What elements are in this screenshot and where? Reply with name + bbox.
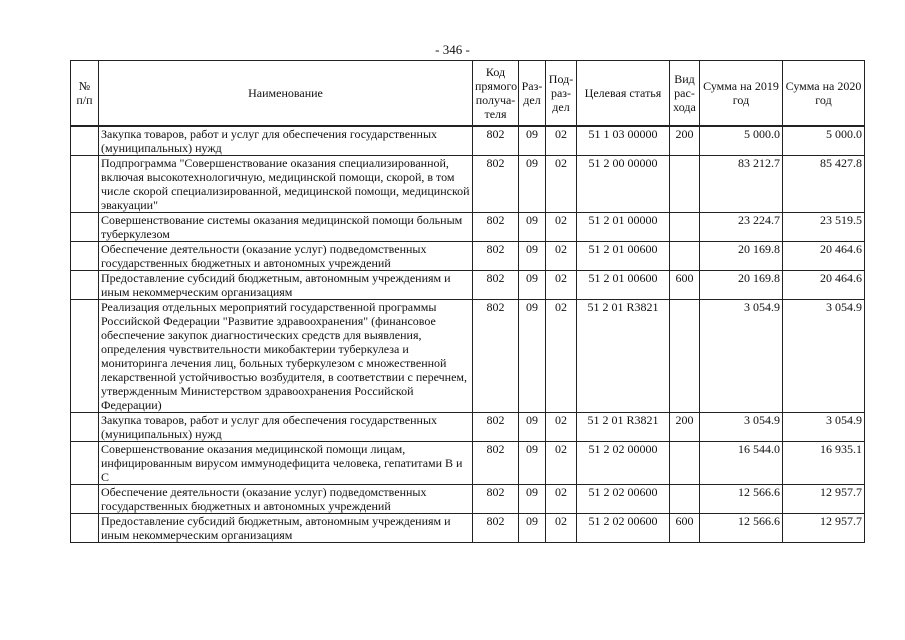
cell-subsection: 02 <box>546 514 577 543</box>
cell-num <box>71 514 99 543</box>
cell-expense <box>670 300 700 413</box>
cell-section: 09 <box>519 413 546 442</box>
table-row <box>71 442 865 485</box>
cell-sum-2020: 20 464.6 <box>783 242 865 271</box>
header-num: № п/п <box>71 61 99 127</box>
cell-code: 802 <box>473 485 519 514</box>
cell-expense <box>670 213 700 242</box>
cell-section: 09 <box>519 514 546 543</box>
cell-sum-2020: 23 519.5 <box>783 213 865 242</box>
table-row <box>71 242 865 271</box>
cell-sum-2019: 3 054.9 <box>700 300 783 413</box>
cell-subsection: 02 <box>546 485 577 514</box>
cell-name: Обеспечение деятельности (оказание услуг) подведомственных государственных бюджетных и автономных учреждений <box>99 485 473 514</box>
cell-article: 51 2 01 00600 <box>577 271 670 300</box>
cell-sum-2019: 83 212.7 <box>700 156 783 213</box>
cell-section: 09 <box>519 213 546 242</box>
cell-subsection: 02 <box>546 271 577 300</box>
cell-sum-2020: 3 054.9 <box>783 300 865 413</box>
cell-subsection: 02 <box>546 213 577 242</box>
cell-article: 51 2 02 00600 <box>577 485 670 514</box>
cell-article: 51 2 01 00000 <box>577 213 670 242</box>
cell-sum-2019: 3 054.9 <box>700 413 783 442</box>
cell-name: Закупка товаров, работ и услуг для обеспечения государственных (муниципальных) нужд <box>99 413 473 442</box>
cell-sum-2020: 85 427.8 <box>783 156 865 213</box>
cell-sum-2019: 12 566.6 <box>700 514 783 543</box>
cell-section: 09 <box>519 156 546 213</box>
cell-sum-2019: 20 169.8 <box>700 242 783 271</box>
cell-article: 51 2 02 00000 <box>577 442 670 485</box>
table-row <box>71 213 865 242</box>
table-body <box>71 126 865 543</box>
cell-code: 802 <box>473 242 519 271</box>
cell-expense <box>670 485 700 514</box>
budget-table <box>70 60 865 543</box>
cell-name: Реализация отдельных мероприятий государственной программы Российской Федерации "Развитие здравоохранения" (финансовое обеспечение закупок диагностических средств для выявления, определения чувствительности микобактерии туберкулеза и мониторинга лечения лиц, больных туберкулезом с множественной лекарственной устойчивостью возбудителя, в соответствии с перечнем, утвержденным Министерством здравоохранения Российской Федерации) <box>99 300 473 413</box>
cell-subsection: 02 <box>546 242 577 271</box>
cell-article: 51 2 02 00600 <box>577 514 670 543</box>
cell-code: 802 <box>473 300 519 413</box>
cell-article: 51 2 01 R3821 <box>577 300 670 413</box>
table-row <box>71 156 865 213</box>
cell-name: Предоставление субсидий бюджетным, автономным учреждениям и иным некоммерческим организациям <box>99 514 473 543</box>
cell-expense: 200 <box>670 413 700 442</box>
header-article: Целевая статья <box>577 61 670 127</box>
cell-num <box>71 413 99 442</box>
cell-article: 51 2 00 00000 <box>577 156 670 213</box>
header-sum-2019: Сумма на 2019 год <box>700 61 783 127</box>
table-row <box>71 514 865 543</box>
cell-code: 802 <box>473 126 519 156</box>
cell-num <box>71 242 99 271</box>
cell-num <box>71 213 99 242</box>
cell-sum-2020: 16 935.1 <box>783 442 865 485</box>
cell-sum-2020: 12 957.7 <box>783 514 865 543</box>
table-row <box>71 485 865 514</box>
cell-num <box>71 271 99 300</box>
cell-name: Подпрограмма "Совершенствование оказания специализированной, включая высокотехнологичную, медицинской помощи, скорой, в том числе скорой специализированной, медицинской помощи, медицинской эвакуации" <box>99 156 473 213</box>
cell-sum-2020: 5 000.0 <box>783 126 865 156</box>
cell-name: Закупка товаров, работ и услуг для обеспечения государственных (муниципальных) нужд <box>99 126 473 156</box>
cell-num <box>71 485 99 514</box>
cell-article: 51 2 01 R3821 <box>577 413 670 442</box>
cell-section: 09 <box>519 485 546 514</box>
cell-sum-2020: 12 957.7 <box>783 485 865 514</box>
cell-expense <box>670 442 700 485</box>
header-subsection: Под-раз-дел <box>546 61 577 127</box>
cell-name: Обеспечение деятельности (оказание услуг) подведомственных государственных бюджетных и автономных учреждений <box>99 242 473 271</box>
cell-expense: 600 <box>670 271 700 300</box>
table-row <box>71 126 865 156</box>
cell-section: 09 <box>519 271 546 300</box>
header-section: Раз-дел <box>519 61 546 127</box>
cell-expense <box>670 156 700 213</box>
cell-num <box>71 300 99 413</box>
table-row <box>71 413 865 442</box>
cell-sum-2019: 5 000.0 <box>700 126 783 156</box>
cell-name: Совершенствование оказания медицинской помощи лицам, инфицированным вирусом иммунодефицита человека, гепатитами В и С <box>99 442 473 485</box>
cell-code: 802 <box>473 514 519 543</box>
cell-code: 802 <box>473 156 519 213</box>
cell-code: 802 <box>473 442 519 485</box>
header-row <box>71 61 865 127</box>
cell-article: 51 1 03 00000 <box>577 126 670 156</box>
cell-sum-2019: 16 544.0 <box>700 442 783 485</box>
cell-name: Совершенствование системы оказания медицинской помощи больным туберкулезом <box>99 213 473 242</box>
cell-sum-2019: 23 224.7 <box>700 213 783 242</box>
cell-sum-2019: 12 566.6 <box>700 485 783 514</box>
header-expense: Вид рас-хода <box>670 61 700 127</box>
cell-sum-2020: 20 464.6 <box>783 271 865 300</box>
header-sum-2020: Сумма на 2020 год <box>783 61 865 127</box>
cell-section: 09 <box>519 442 546 485</box>
table-row <box>71 300 865 413</box>
cell-subsection: 02 <box>546 156 577 213</box>
cell-num <box>71 442 99 485</box>
cell-section: 09 <box>519 242 546 271</box>
cell-section: 09 <box>519 126 546 156</box>
cell-code: 802 <box>473 413 519 442</box>
cell-section: 09 <box>519 300 546 413</box>
cell-subsection: 02 <box>546 300 577 413</box>
header-code: Код прямого получа-теля <box>473 61 519 127</box>
cell-sum-2019: 20 169.8 <box>700 271 783 300</box>
cell-num <box>71 126 99 156</box>
cell-sum-2020: 3 054.9 <box>783 413 865 442</box>
cell-article: 51 2 01 00600 <box>577 242 670 271</box>
cell-code: 802 <box>473 271 519 300</box>
cell-subsection: 02 <box>546 413 577 442</box>
cell-expense: 200 <box>670 126 700 156</box>
cell-code: 802 <box>473 213 519 242</box>
cell-subsection: 02 <box>546 442 577 485</box>
cell-num <box>71 156 99 213</box>
cell-expense: 600 <box>670 514 700 543</box>
cell-subsection: 02 <box>546 126 577 156</box>
page-number: - 346 - <box>435 42 470 57</box>
table-row <box>71 271 865 300</box>
cell-expense <box>670 242 700 271</box>
cell-name: Предоставление субсидий бюджетным, автономным учреждениям и иным некоммерческим организациям <box>99 271 473 300</box>
header-name: Наименование <box>99 61 473 127</box>
